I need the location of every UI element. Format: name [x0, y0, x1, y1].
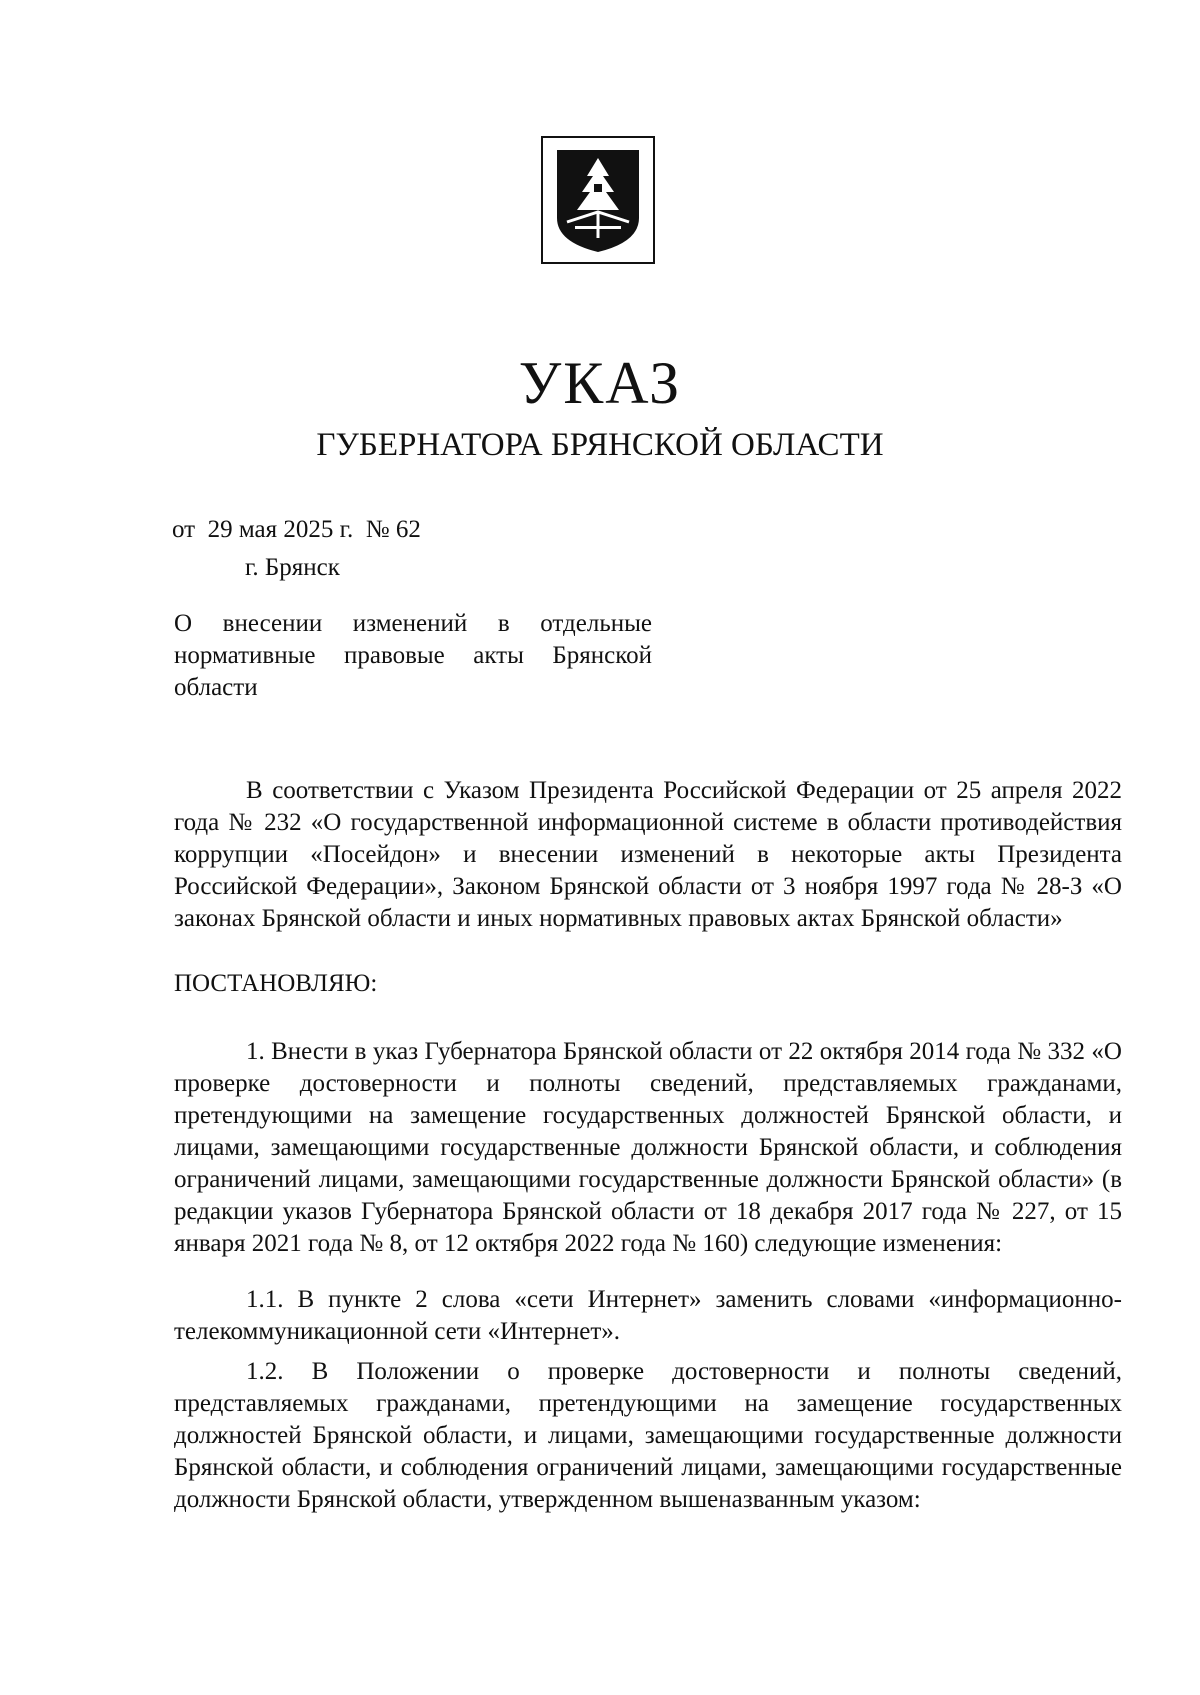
intro-paragraph: В соответствии с Указом Президента Российской Федерации от 25 апреля 2022 года № 232 «О государственной информационной системе в области противодействия коррупции «Посейдон» и внесении изменений в некоторые акты Президента Российской Федерации», Законом Брянской области от 3 ноября 1997 года № 28-З «О законах Брянской области и иных нормативных правовых актах Брянской области» [174, 777, 1122, 932]
paragraph-item-1: 1. Внести в указ Губернатора Брянской области от 22 октября 2014 года № 332 «О проверке достоверности и полноты сведений, представляемых гражданами, претендующими на замещение государственных должностей Брянской области, и лицами, замещающими государственные должности Брянской области, и соблюдения ограничений лицами, замещающими государственные должности Брянской области» (в редакции указов Губернатора Брянской области от 18 декабря 2017 года № 227, от 15 января 2021 года № 8, от 12 октября 2022 года № 160) следующие изменения: [174, 1038, 1122, 1257]
decree-word: ПОСТАНОВЛЯЮ: [174, 970, 378, 997]
paragraph-item-1-1: 1.1. В пункте 2 слова «сети Интернет» заменить словами «информационно-телекоммуникационной сети «Интернет». [174, 1286, 1122, 1345]
emblem-graphic [553, 146, 643, 256]
decree-number: № 62 [365, 516, 421, 543]
decree-date: 29 мая 2025 г. [207, 516, 354, 543]
date-prefix: от [172, 516, 196, 543]
coat-of-arms-icon [541, 136, 655, 264]
decree-subject: О внесении изменений в отдельные нормативные правовые акты Брянской области [174, 610, 652, 701]
decree-city: г. Брянск [245, 554, 340, 581]
decree-date-line [172, 514, 421, 546]
issuer-title: ГУБЕРНАТОРА БРЯНСКОЙ ОБЛАСТИ [316, 427, 884, 463]
paragraph-item-1-2: 1.2. В Положении о проверке достоверности и полноты сведений, представляемых гражданами, претендующими на замещение государственных должностей Брянской области, и лицами, замещающими государственные должности Брянской области, и соблюдения ограничений лицами, замещающими государственные должности Брянской области, утвержденном вышеназванным указом: [174, 1358, 1122, 1513]
document-title: УКАЗ [518, 350, 682, 416]
